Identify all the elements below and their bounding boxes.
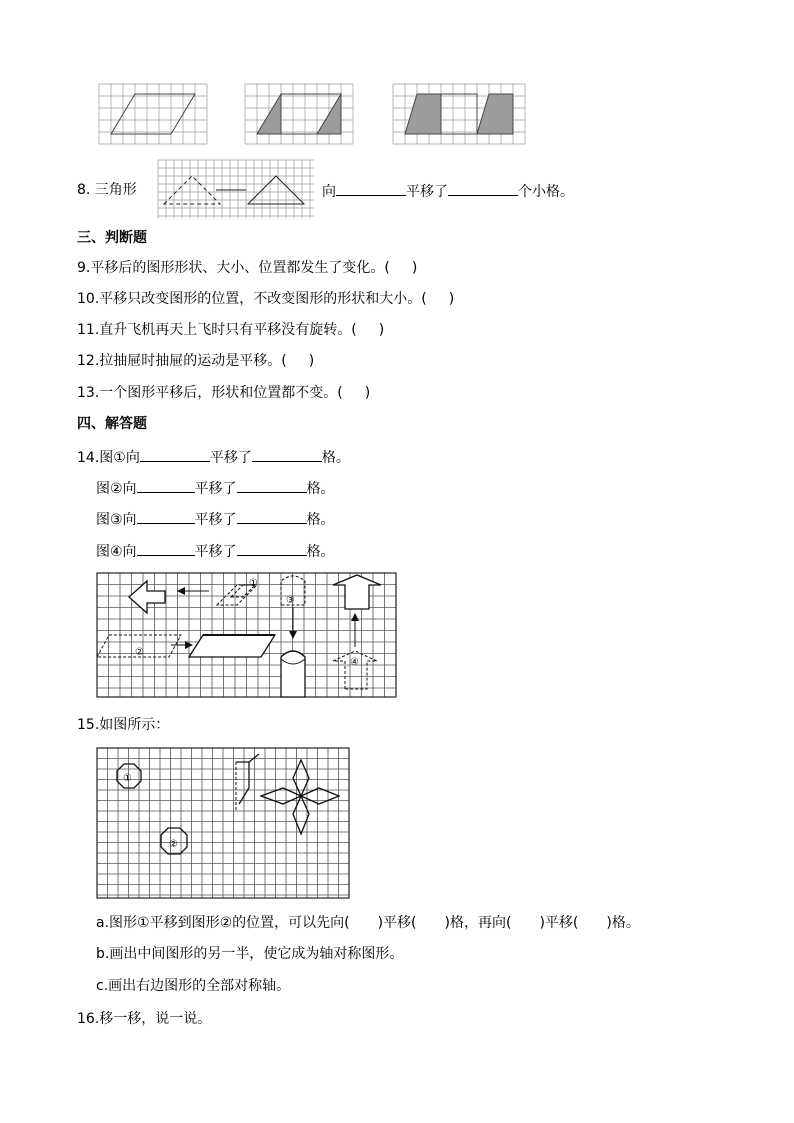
judge-q10: 10.平移只改变图形的位置，不改变图形的形状和大小。( ) xyxy=(77,291,455,307)
q14-1-count[interactable] xyxy=(252,447,322,462)
section4-title: 四、解答题 xyxy=(77,416,147,432)
judge-q13: 13.一个图形平移后，形状和位置都不变。( ) xyxy=(77,385,371,401)
q15-part-a: a.图形①平移到图形②的位置，可以先向( )平移( )格，再向( )平移( )格。 xyxy=(96,915,640,931)
q8-label: 8. 三角形 xyxy=(77,182,137,198)
q15-grid-figure xyxy=(97,748,351,900)
q15-mark-2: ② xyxy=(169,839,178,850)
q14-line-1: 14.图①向 平移了 格。 xyxy=(77,447,350,467)
q7-grid-parallelogram xyxy=(99,84,207,146)
q14-line-2: 图②向 平移了 格。 xyxy=(96,478,335,498)
q14-1-direction[interactable] xyxy=(140,447,210,462)
q15-prompt: 15.如图所示： xyxy=(77,717,170,733)
q8-triangle-grid xyxy=(158,160,316,220)
q14-line-3: 图③向 平移了 格。 xyxy=(96,509,335,529)
q15-part-c: c.画出右边图形的全部对称轴。 xyxy=(96,978,291,994)
mark-4: ④ xyxy=(350,657,359,668)
q8-count-blank[interactable] xyxy=(448,181,518,196)
q7-grid-trapezoids xyxy=(393,84,523,146)
section3-title: 三、判断题 xyxy=(77,230,147,246)
judge-q12: 12.拉抽屉时抽屉的运动是平移。( ) xyxy=(77,353,315,369)
q14-2-count[interactable] xyxy=(237,478,307,493)
q15-mark-1: ① xyxy=(123,773,132,784)
mark-3: ③ xyxy=(286,595,295,606)
q14-line-4: 图④向 平移了 格。 xyxy=(96,541,335,561)
q7-grid-rectangle-split xyxy=(245,84,355,146)
q8-direction-blank[interactable] xyxy=(336,181,406,196)
judge-q11: 11.直升飞机再天上飞时只有平移没有旋转。( ) xyxy=(77,322,385,338)
q15-part-b: b.画出中间图形的另一半，使它成为轴对称图形。 xyxy=(96,946,404,962)
q14-2-direction[interactable] xyxy=(137,478,195,493)
mark-1: ① xyxy=(249,578,258,589)
q14-3-count[interactable] xyxy=(237,509,307,524)
q8-fill: 向 平移了 个小格。 xyxy=(322,181,574,201)
q16-prompt: 16.移一移，说一说。 xyxy=(77,1011,212,1027)
q14-4-count[interactable] xyxy=(237,541,307,556)
judge-q9: 9.平移后的图形形状、大小、位置都发生了变化。( ) xyxy=(77,260,418,276)
q14-3-direction[interactable] xyxy=(137,509,195,524)
q14-grid-figure xyxy=(97,573,397,699)
mark-2: ② xyxy=(135,647,144,658)
q14-4-direction[interactable] xyxy=(137,541,195,556)
